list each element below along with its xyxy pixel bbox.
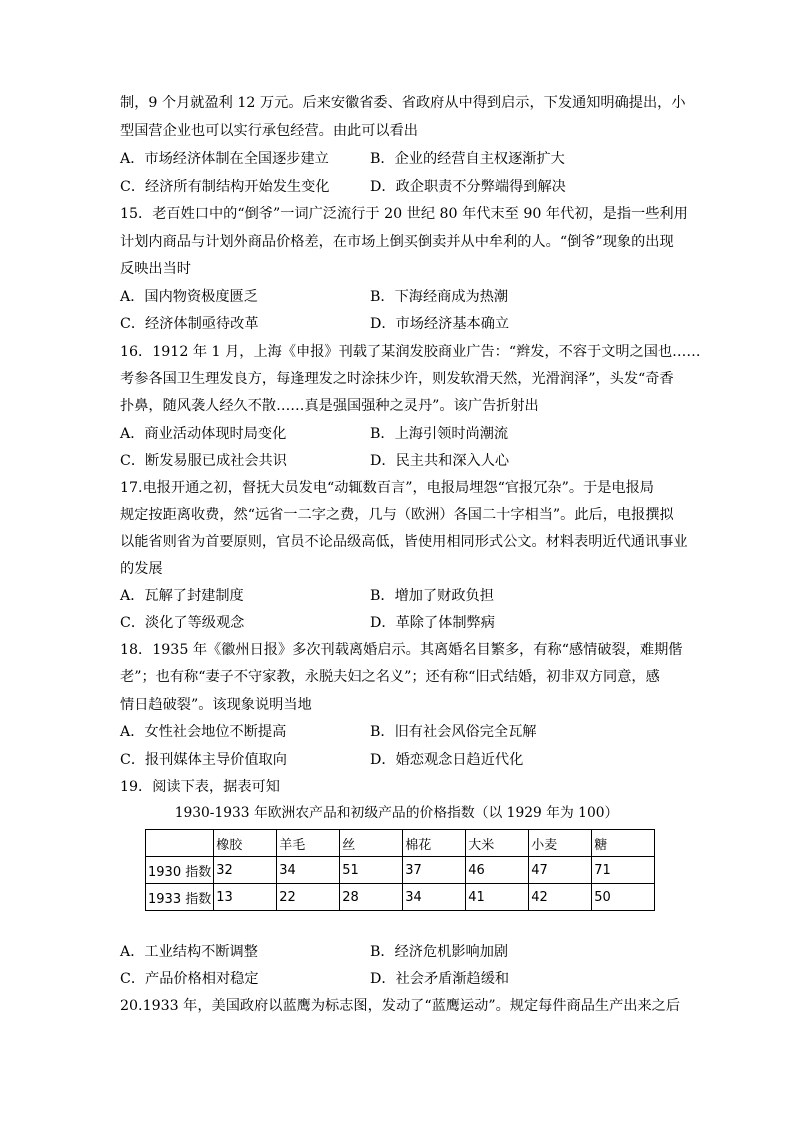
table-cell: 13 bbox=[214, 884, 277, 911]
q15-option-a: A．国内物资极度匮乏 bbox=[120, 289, 258, 305]
q16-option-d: D．民主共和深入人心 bbox=[370, 453, 510, 469]
q14-text-line: 制，9 个月就盈利 12 万元。后来安徽省委、省政府从中得到启示，下发通知明确提出，小 bbox=[120, 95, 686, 111]
q18-option-b: B．旧有社会风俗完全瓦解 bbox=[370, 724, 537, 740]
q19-option-a: A．工业结构不断调整 bbox=[120, 944, 258, 960]
q18-text-line: 18．1935 年《徽州日报》多次刊载离婚启示。其离婚名目繁多，有称“感情破裂，难期偕 bbox=[120, 642, 683, 658]
q15-option-b: B．下海经商成为热潮 bbox=[370, 289, 509, 305]
q14-text-line: 型国营企业也可以实行承包经营。由此可以看出 bbox=[120, 123, 418, 139]
q15-text-line: 15．老百姓口中的“倒爷”一词广泛流行于 20 世纪 80 年代末至 90 年代初，是指一些利用 bbox=[120, 206, 688, 222]
q17-option-b: B．增加了财政负担 bbox=[370, 588, 494, 604]
table-cell: 1930 指数 bbox=[146, 857, 214, 884]
table-header-cell: 橡胶 bbox=[214, 830, 277, 857]
q18-option-c: C．报刊媒体主导价值取向 bbox=[120, 752, 287, 768]
q16-text-line: 考参各国卫生理发良方，每逢理发之时涂抹少许，则发软滑天然，光滑润泽”，头发“奇香 bbox=[120, 371, 674, 387]
q16-option-a: A．商业活动体现时局变化 bbox=[120, 426, 287, 442]
table-cell: 1933 指数 bbox=[146, 884, 214, 911]
q14-option-a: A．市场经济体制在全国逐步建立 bbox=[120, 151, 329, 167]
table-header-cell: 糖 bbox=[592, 830, 655, 857]
q16-option-b: B．上海引领时尚潮流 bbox=[370, 426, 509, 442]
q17-text-line: 以能省则省为首要原则，官员不论品级高低，皆使用相同形式公文。材料表明近代通讯事业 bbox=[120, 534, 688, 550]
q19-option-d: D．社会矛盾渐趋缓和 bbox=[370, 971, 510, 987]
q17-text-line: 规定按距离收费，然“远省一二字之费，几与（欧洲）各国二十字相当”。此后，电报撰拟 bbox=[120, 507, 674, 523]
table-cell: 50 bbox=[592, 884, 655, 911]
q17-option-d: D．革除了体制弊病 bbox=[370, 615, 495, 631]
table-cell: 34 bbox=[277, 857, 340, 884]
q17-option-c: C．淡化了等级观念 bbox=[120, 615, 245, 631]
q15-option-c: C．经济体制亟待改革 bbox=[120, 316, 259, 332]
q17-text-line: 17.电报开通之初，督抚大员发电“动辄数百言”，电报局埋怨“官报冗杂”。于是电报局 bbox=[120, 480, 654, 496]
q14-option-b: B．企业的经营自主权逐渐扩大 bbox=[370, 151, 565, 167]
q14-option-d: D．政企职责不分弊端得到解决 bbox=[370, 179, 566, 195]
q16-text-line: 16．1912 年 1 月，上海《申报》刊载了某润发胶商业广告：“辫发，不容于文明之国也…… bbox=[120, 344, 701, 360]
q14-option-c: C．经济所有制结构开始发生变化 bbox=[120, 179, 330, 195]
table-header-row bbox=[146, 830, 655, 857]
table-cell: 22 bbox=[277, 884, 340, 911]
table-cell: 71 bbox=[592, 857, 655, 884]
table-header-cell: 棉花 bbox=[403, 830, 466, 857]
table-cell: 34 bbox=[403, 884, 466, 911]
table-cell: 42 bbox=[529, 884, 592, 911]
table-header-cell: 大米 bbox=[466, 830, 529, 857]
q17-option-a: A．瓦解了封建制度 bbox=[120, 588, 244, 604]
q19-option-b: B．经济危机影响加剧 bbox=[370, 944, 509, 960]
price-index-table bbox=[145, 829, 655, 911]
table-cell: 51 bbox=[340, 857, 403, 884]
table-header-cell bbox=[146, 830, 214, 857]
q19-option-c: C．产品价格相对稳定 bbox=[120, 971, 259, 987]
table-cell: 37 bbox=[403, 857, 466, 884]
q16-option-c: C．断发易服已成社会共识 bbox=[120, 453, 287, 469]
q15-option-d: D．市场经济基本确立 bbox=[370, 316, 510, 332]
table-cell: 32 bbox=[214, 857, 277, 884]
table-header-cell: 小麦 bbox=[529, 830, 592, 857]
table-cell: 28 bbox=[340, 884, 403, 911]
q15-text-line: 计划内商品与计划外商品价格差，在市场上倒买倒卖并从中牟利的人。“倒爷”现象的出现 bbox=[120, 234, 674, 250]
q20-text-line: 20.1933 年，美国政府以蓝鹰为标志图，发动了“蓝鹰运动”。规定每件商品生产出来之后 bbox=[120, 998, 681, 1014]
q18-text-line: 情日趋破裂”。该现象说明当地 bbox=[120, 697, 312, 713]
table-cell: 47 bbox=[529, 857, 592, 884]
q18-option-d: D．婚恋观念日趋近代化 bbox=[370, 752, 524, 768]
table-caption: 1930-1933 年欧洲农产品和初级产品的价格指数（以 1929 年为 100） bbox=[174, 805, 619, 821]
table-row bbox=[146, 857, 655, 884]
table-row bbox=[146, 884, 655, 911]
q15-text-line: 反映出当时 bbox=[120, 261, 191, 277]
q16-text-line: 扑鼻，随风袭人经久不散……真是强国强种之灵丹”。该广告折射出 bbox=[120, 398, 539, 414]
table-cell: 41 bbox=[466, 884, 529, 911]
q18-text-line: 老”；也有称“妻子不守家教，永脱夫妇之名义”；还有称“旧式结婚，初非双方同意，感 bbox=[120, 669, 660, 685]
table-header-cell: 羊毛 bbox=[277, 830, 340, 857]
q18-option-a: A．女性社会地位不断提高 bbox=[120, 724, 287, 740]
q17-text-line: 的发展 bbox=[120, 561, 163, 577]
q19-text-line: 19．阅读下表，据表可知 bbox=[120, 779, 280, 795]
table-header-cell: 丝 bbox=[340, 830, 403, 857]
table-cell: 46 bbox=[466, 857, 529, 884]
